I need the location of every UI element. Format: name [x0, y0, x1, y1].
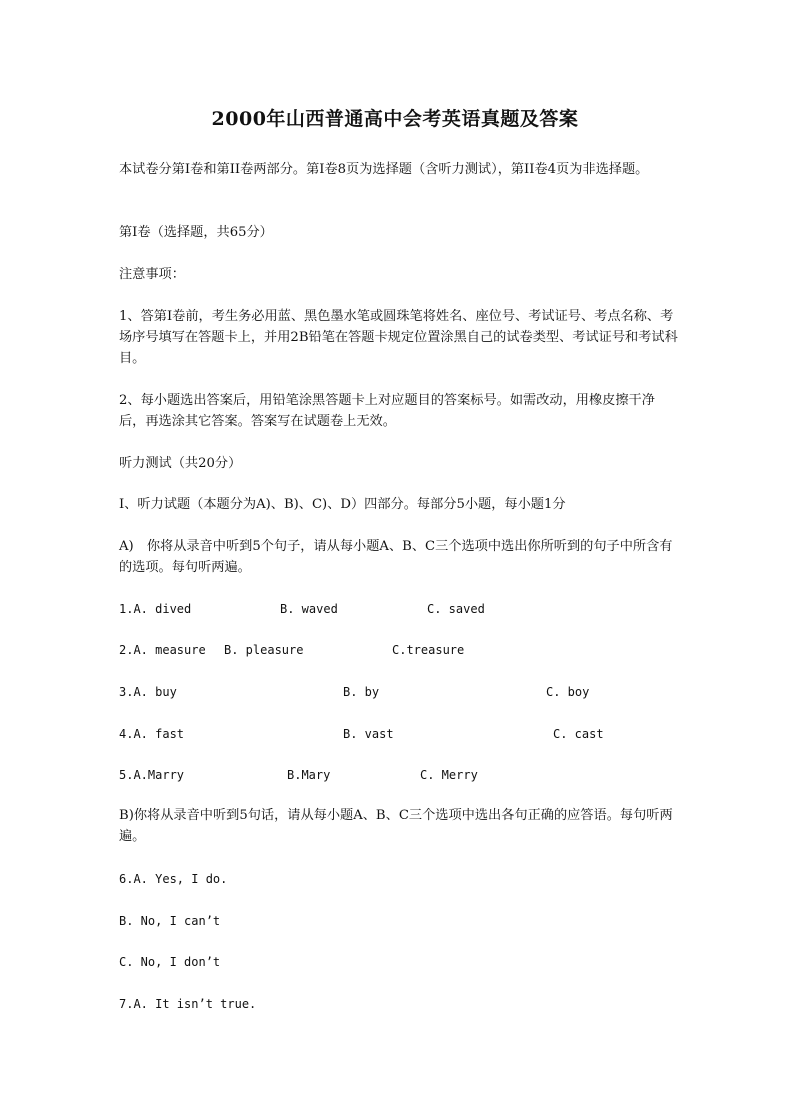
q7-option-a: 7.A. It isn’t true. — [119, 997, 257, 1011]
note-1-paragraph: 1、答第I卷前，考生务必用蓝、黑色墨水笔或圆珠笔将姓名、座位号、考试证号、考点名称、考场序号填写在答题卡上，并用2B铅笔在答题卡规定位置涂黑自己的试卷类型、考试证号和考试科目。 — [119, 309, 678, 366]
q3-option-b: B. by — [343, 685, 380, 699]
part1-heading: 第I卷（选择题，共65分） — [119, 225, 273, 240]
q4-option-b: B. vast — [343, 727, 394, 741]
listening-heading: 听力测试（共20分） — [119, 456, 242, 471]
intro-paragraph: 本试卷分第I卷和第II卷两部分。第I卷8页为选择题（含听力测试），第II卷4页为非选择题。 — [119, 162, 649, 177]
section-b-instructions: B)你将从录音中听到5句话，请从每小题A、B、C三个选项中选出各句正确的应答语。每句听两遍。 — [119, 808, 673, 844]
q3-option-c: C. boy — [546, 685, 590, 699]
q1-option-c: C. saved — [427, 602, 485, 616]
q2-option-b: B. pleasure — [224, 643, 304, 657]
q6-option-a: 6.A. Yes, I do. — [119, 872, 228, 886]
q3-option-a: 3.A. buy — [119, 685, 177, 699]
q4-option-a: 4.A. fast — [119, 727, 185, 741]
notes-heading: 注意事项： — [119, 267, 185, 282]
q1-option-a: 1.A. dived — [119, 602, 192, 616]
q5-option-c: C. Merry — [420, 768, 478, 782]
q6-option-c: C. No, I don’t — [119, 955, 221, 969]
q2-option-c: C.treasure — [392, 643, 465, 657]
q2-option-a: 2.A. measure — [119, 643, 206, 657]
document-title: 2000年山西普通高中会考英语真题及答案 — [211, 108, 579, 130]
note-2-paragraph: 2、每小题选出答案后，用铅笔涂黑答题卡上对应题目的答案标号。如需改动，用橡皮擦干净后，再选涂其它答案。答案写在试题卷上无效。 — [119, 393, 655, 429]
q5-option-a: 5.A.Marry — [119, 768, 185, 782]
q6-option-b: B. No, I can’t — [119, 914, 221, 928]
section-1-heading: I、听力试题（本题分为A)、B)、C)、D）四部分。每部分5小题，每小题1分 — [119, 497, 566, 512]
q5-option-b: B.Mary — [287, 768, 331, 782]
q1-option-b: B. waved — [280, 602, 338, 616]
section-a-instructions: A) 你将从录音中听到5个句子，请从每小题A、B、C三个选项中选出你所听到的句子中所含有的选项。每句听两遍。 — [119, 539, 673, 575]
q4-option-c: C. cast — [553, 727, 604, 741]
